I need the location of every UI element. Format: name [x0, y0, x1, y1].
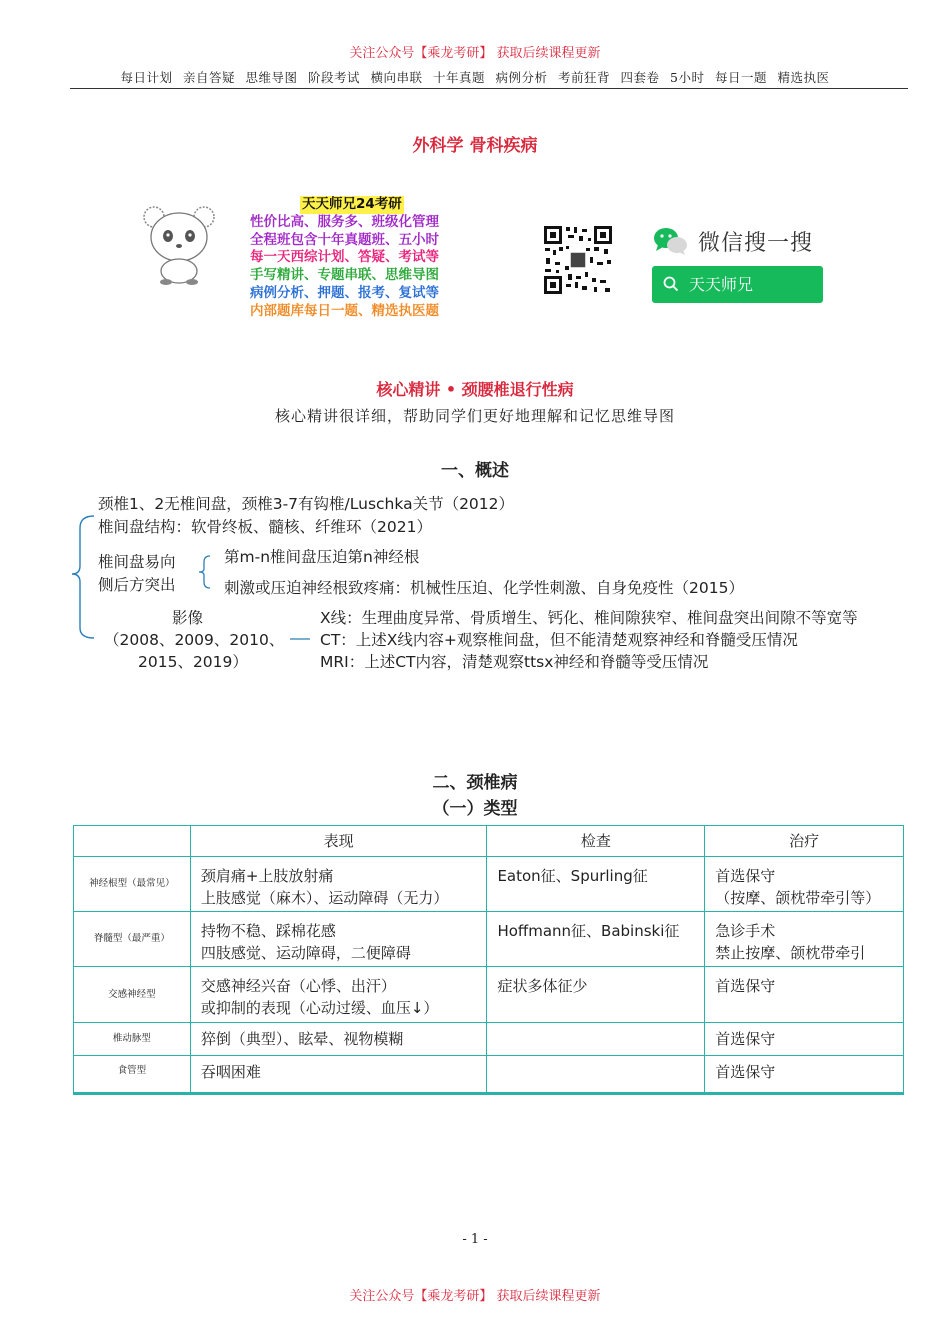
exam-cell [487, 1023, 705, 1056]
exam-cell [487, 967, 705, 1023]
nav-item: 考前狂背 [558, 70, 611, 85]
promo-text-block [250, 196, 490, 321]
nav-item: 病例分析 [495, 70, 548, 85]
imaging-mri: MRI：上述CT内容，清楚观察ttsx神经和脊髓等受压情况 [320, 653, 709, 671]
cell-line: Hoffmann征、Babinski征 [497, 922, 680, 940]
treatment-cell [705, 967, 904, 1023]
header-nav-line [0, 68, 950, 86]
table-header-cell: 治疗 [705, 826, 904, 857]
promo-line: 手写精讲、专题串联、思维导图 [250, 267, 439, 284]
cervical-subheading: （一）类型 [432, 799, 518, 819]
wechat-search-button[interactable] [652, 266, 823, 303]
cell-line: 禁止按摩、颌枕带牵引 [715, 944, 866, 962]
overview-bracket [70, 508, 100, 640]
promo-heading: 天天师兄24考研 [302, 196, 402, 212]
table-header-cell: 表现 [190, 826, 487, 857]
overview-line: 椎间盘结构：软骨终板、髓核、纤维环（2021） [98, 518, 432, 536]
herniation-label: 椎间盘易向 [98, 553, 176, 571]
overview-line: 颈椎1、2无椎间盘，颈椎3-7有钩椎/Luschka关节（2012） [98, 495, 515, 513]
nav-item: 5小时 [670, 70, 705, 85]
cell-line: （按摩、颌枕带牵引等） [715, 889, 881, 907]
promo-line: 性价比高、服务多、班级化管理 [250, 213, 439, 230]
exam-cell [487, 1056, 705, 1094]
cervical-types-table [73, 825, 904, 1095]
table-row [74, 912, 904, 967]
subject-title: 外科学 骨科疾病 [412, 136, 538, 156]
manifestation-cell [190, 857, 487, 912]
cell-line: 上肢感觉（麻木）、运动障碍（无力） [200, 889, 449, 907]
manifestation-cell [190, 1056, 487, 1094]
imaging-years: （2008、2009、2010、 [104, 631, 285, 649]
table-row [74, 967, 904, 1023]
search-icon [663, 276, 679, 292]
cell-line: 首选保守 [715, 867, 776, 885]
type-cell: 神经根型（最常见） [74, 857, 191, 912]
treatment-cell [705, 912, 904, 967]
manifestation-cell [190, 1023, 487, 1056]
type-cell: 脊髓型（最严重） [74, 912, 191, 967]
cell-line: 首选保守 [715, 1063, 776, 1081]
promo-line: 内部题库每日一题、精选执医题 [250, 302, 439, 319]
cell-line: 或抑制的表现（心动过缓、血压↓） [200, 999, 439, 1017]
wechat-search-button-label: 天天师兄 [689, 275, 754, 294]
herniation-detail: 刺激或压迫神经根致疼痛：机械性压迫、化学性刺激、自身免疫性（2015） [224, 579, 744, 597]
table-header-row [74, 826, 904, 857]
cell-line: 首选保守 [715, 1030, 776, 1048]
cell-line: 颈肩痛+上肢放射痛 [200, 867, 334, 885]
treatment-cell [705, 857, 904, 912]
panda-mascot-icon [138, 203, 220, 285]
qr-code-icon[interactable] [542, 224, 614, 296]
table-row [74, 857, 904, 912]
treatment-cell [705, 1056, 904, 1094]
type-cell: 交感神经型 [74, 967, 191, 1023]
nav-item: 亲自答疑 [183, 70, 236, 85]
cell-line: 交感神经兴奋（心悸、出汗） [200, 977, 396, 995]
nav-item: 每日一题 [714, 70, 767, 85]
promo-line: 全程班包含十年真题班、五小时 [250, 231, 439, 248]
core-subtitle: 核心精讲很详细，帮助同学们更好地理解和记忆思维导图 [274, 407, 675, 425]
nav-item: 阶段考试 [308, 70, 361, 85]
cell-line: 首选保守 [715, 977, 776, 995]
nav-item: 每日计划 [120, 70, 173, 85]
herniation-label: 侧后方突出 [98, 576, 176, 594]
herniation-bracket [196, 552, 216, 592]
page-number: - 1 - [462, 1232, 488, 1247]
cell-line: 四肢感觉、运动障碍，二便障碍 [200, 944, 411, 962]
bottom-promo-text: 关注公众号【乘龙考研】 获取后续课程更新 [349, 1289, 601, 1304]
exam-cell [487, 912, 705, 967]
cell-line: 吞咽困难 [200, 1063, 261, 1081]
table-header-cell [74, 826, 191, 857]
table-row [74, 1056, 904, 1094]
exam-cell [487, 857, 705, 912]
header-divider [70, 88, 908, 89]
overview-heading: 一、概述 [441, 461, 509, 481]
cell-line: 猝倒（典型）、眩晕、视物模糊 [200, 1030, 404, 1048]
imaging-ct: CT：上述X线内容+观察椎间盘，但不能清楚观察神经和脊髓受压情况 [320, 631, 798, 649]
wechat-search-label: 微信搜一搜 [698, 231, 814, 256]
imaging-connector [288, 636, 312, 642]
promo-line: 每一天西综计划、答疑、考试等 [250, 249, 439, 266]
imaging-years: 2015、2019） [138, 653, 248, 671]
treatment-cell [705, 1023, 904, 1056]
top-promo-text: 关注公众号【乘龙考研】 获取后续课程更新 [349, 46, 601, 61]
cell-line: 持物不稳、踩棉花感 [200, 922, 336, 940]
nav-item: 精选执医 [777, 70, 830, 85]
nav-item: 十年真题 [433, 70, 486, 85]
table-row [74, 1023, 904, 1056]
cervical-heading: 二、颈椎病 [432, 773, 518, 793]
core-title: 核心精讲 • 颈腰椎退行性病 [376, 380, 574, 399]
cell-line: Eaton征、Spurling征 [497, 867, 648, 885]
herniation-detail: 第m-n椎间盘压迫第n神经根 [224, 548, 420, 566]
imaging-xray: X线：生理曲度异常、骨质增生、钙化、椎间隙狭窄、椎间盘突出间隙不等宽等 [320, 609, 858, 627]
nav-item: 思维导图 [245, 70, 298, 85]
manifestation-cell [190, 912, 487, 967]
wechat-logo-icon [652, 226, 688, 256]
nav-item: 横向串联 [370, 70, 423, 85]
imaging-label: 影像 [172, 609, 204, 627]
promo-line: 病例分析、押题、报考、复试等 [250, 284, 439, 301]
table-header-cell: 检查 [487, 826, 705, 857]
type-cell: 食管型 [74, 1056, 191, 1094]
nav-item: 四套卷 [620, 70, 660, 85]
cell-line: 症状多体征少 [497, 977, 588, 995]
manifestation-cell [190, 967, 487, 1023]
type-cell: 椎动脉型 [74, 1023, 191, 1056]
cell-line: 急诊手术 [715, 922, 776, 940]
